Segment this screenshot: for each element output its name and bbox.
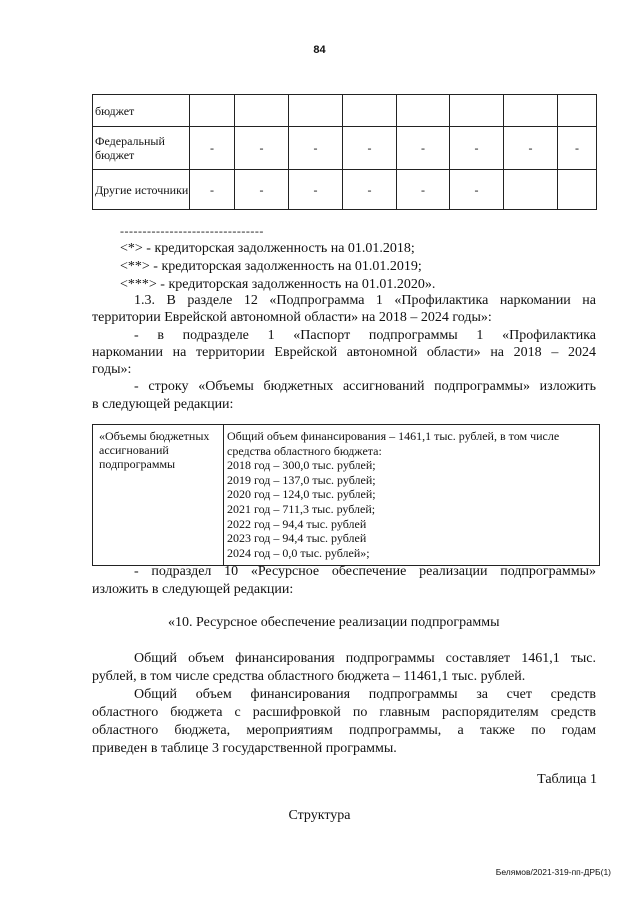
table-cell: - <box>343 127 397 170</box>
box-line: 2023 год – 94,4 тыс. рублей <box>227 531 367 546</box>
paragraph-line: - строку «Объемы бюджетных ассигнований подпрограммы» изложить <box>134 379 596 394</box>
table-cell: - <box>504 127 558 170</box>
paragraph-line: изложить в следующей редакции: <box>92 582 294 597</box>
table-cell <box>289 95 343 127</box>
table-cell <box>235 95 289 127</box>
table-row <box>93 95 597 127</box>
footnote-2: <**> - кредиторская задолженность на 01.01.2019; <box>120 259 422 274</box>
table-cell: - <box>397 127 450 170</box>
paragraph-line: - подраздел 10 «Ресурсное обеспечение реализации подпрограммы» <box>134 564 596 579</box>
table-row <box>93 170 597 210</box>
box-left-cell <box>93 425 224 565</box>
paragraph-line: 1.3. В разделе 12 «Подпрограмма 1 «Профилактика наркомании на <box>134 293 596 308</box>
row-label: Другие источники <box>93 170 190 210</box>
paragraph-line: годы»: <box>92 362 132 377</box>
table-cell: - <box>190 170 235 210</box>
table-cell <box>190 95 235 127</box>
page-number: 84 <box>313 44 326 56</box>
section-heading: «10. Ресурсное обеспечение реализации подпрограммы <box>168 615 500 630</box>
paragraph-line: Общий объем финансирования подпрограммы за счет средств <box>134 687 596 702</box>
table-row <box>93 127 597 170</box>
table-cell: - <box>235 127 289 170</box>
table-cell: - <box>235 170 289 210</box>
paragraph-line: областного бюджета с расшифровкой по главным распорядителям средств <box>92 705 596 720</box>
row-label: Федеральный бюджет <box>93 127 190 170</box>
paragraph-line: приведен в таблице 3 государственной программы. <box>92 741 397 756</box>
table-label: Таблица 1 <box>537 772 597 787</box>
table-cell: - <box>558 127 597 170</box>
box-left-text: «Объемы бюджетных ассигнований подпрограммы <box>99 429 210 471</box>
footnote-1: <*> - кредиторская задолженность на 01.01.2018; <box>120 241 415 256</box>
table-cell: - <box>343 170 397 210</box>
box-line: Общий объем финансирования – 1461,1 тыс. рублей, в том числе <box>227 429 560 443</box>
table-cell <box>558 95 597 127</box>
table-cell: - <box>450 170 504 210</box>
table-cell <box>504 95 558 127</box>
paragraph-line: областного бюджета, мероприятиям подпрограммы, а также по годам <box>92 723 596 738</box>
table-cell <box>343 95 397 127</box>
box-line: 2021 год – 711,3 тыс. рублей; <box>227 501 376 516</box>
document-footer: Белямов/2021-319-пп-ДРБ(1) <box>495 867 611 877</box>
footnote-separator: -------------------------------- <box>120 224 264 238</box>
box-line: 2019 год – 137,0 тыс. рублей; <box>227 472 376 487</box>
box-right-cell <box>227 429 595 560</box>
table-cell: - <box>397 170 450 210</box>
table-cell <box>504 170 558 210</box>
structure-heading: Структура <box>288 808 351 823</box>
budget-allocation-box <box>92 424 600 566</box>
table-cell <box>558 170 597 210</box>
footnote-3: <***> - кредиторская задолженность на 01.01.2020». <box>120 277 436 292</box>
budget-table <box>92 94 597 210</box>
box-line: 2022 год – 94,4 тыс. рублей <box>227 516 367 531</box>
box-line: 2020 год – 124,0 тыс. рублей; <box>227 487 376 502</box>
table-cell: - <box>289 127 343 170</box>
box-line: средства областного бюджета: <box>227 443 382 458</box>
paragraph-line: Общий объем финансирования подпрограммы составляет 1461,1 тыс. <box>134 651 596 666</box>
row-label: бюджет <box>93 95 190 127</box>
box-line: 2024 год – 0,0 тыс. рублей»; <box>227 545 370 560</box>
paragraph-line: - в подразделе 1 «Паспорт подпрограммы 1 «Профилактика <box>134 328 596 343</box>
table-cell: - <box>289 170 343 210</box>
table-cell <box>397 95 450 127</box>
box-line: 2018 год – 300,0 тыс. рублей; <box>227 458 376 473</box>
table-cell: - <box>190 127 235 170</box>
paragraph-line: в следующей редакции: <box>92 397 234 412</box>
table-cell: - <box>450 127 504 170</box>
paragraph-line: рублей, в том числе средства областного бюджета – 11461,1 тыс. рублей. <box>92 669 526 684</box>
table-cell <box>450 95 504 127</box>
paragraph-line: наркомании на территории Еврейской автономной области» на 2018 – 2024 <box>92 345 596 360</box>
paragraph-line: территории Еврейской автономной области» на 2018 – 2024 годы»: <box>92 310 492 325</box>
